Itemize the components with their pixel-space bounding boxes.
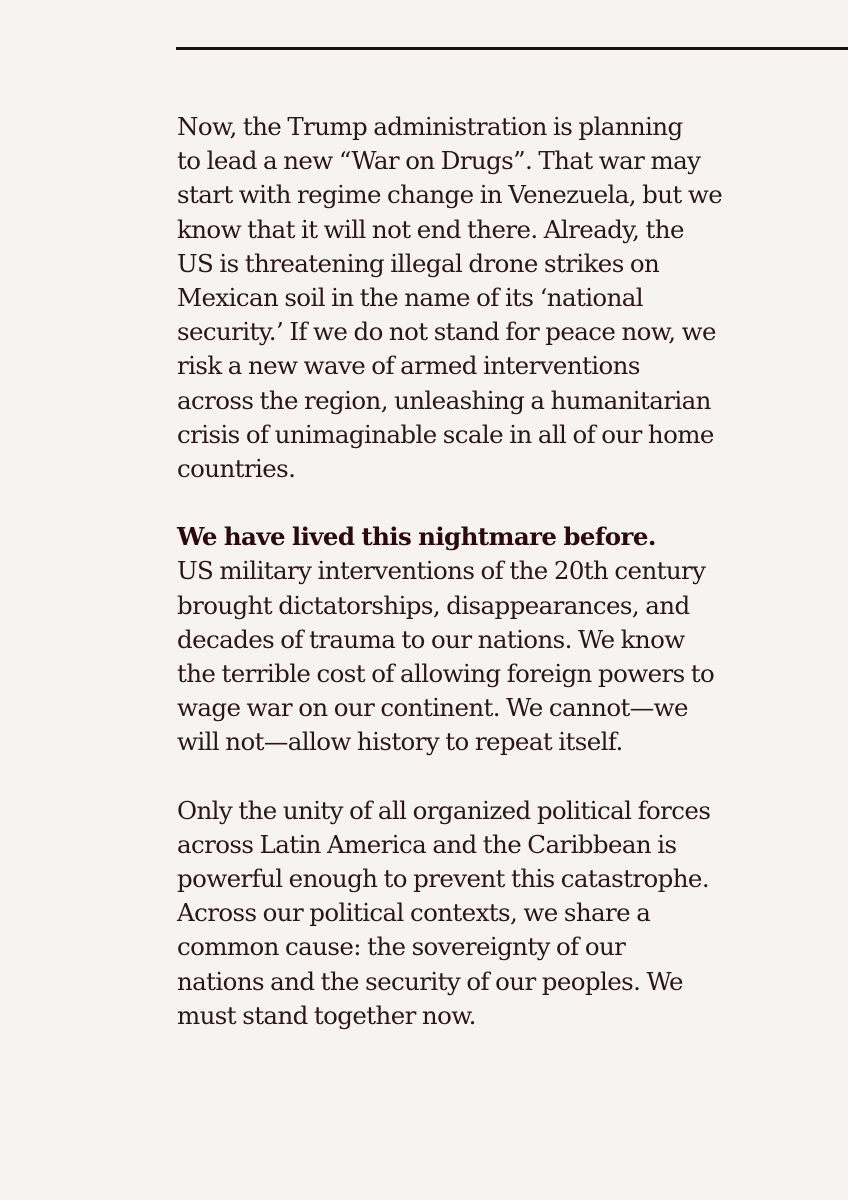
text-line: crisis of unimaginable scale in all of our home <box>177 419 714 449</box>
text-line: nations and the security of our peoples. We <box>177 966 683 996</box>
text-line: countries. <box>177 454 296 484</box>
text-line: US military interventions of the 20th century <box>177 556 706 586</box>
text-line: security.’ If we do not stand for peace now, we <box>177 317 716 347</box>
text-line: must stand together now. <box>177 1000 476 1030</box>
paragraph-war-on-drugs <box>177 110 737 486</box>
paragraph-heading: We have lived this nightmare before. <box>177 522 656 552</box>
paragraph-lived-nightmare <box>177 520 737 759</box>
text-line: the terrible cost of allowing foreign powers to <box>177 659 715 689</box>
paragraph-unity <box>177 794 737 1033</box>
text-line: brought dictatorships, disappearances, and <box>177 590 690 620</box>
text-line: decades of trauma to our nations. We know <box>177 624 685 654</box>
top-divider-rule <box>176 47 848 50</box>
text-line: will not—allow history to repeat itself. <box>177 727 623 757</box>
text-line: US is threatening illegal drone strikes on <box>177 248 660 278</box>
body-text-column <box>177 110 737 1033</box>
text-line: risk a new wave of armed interventions <box>177 351 640 381</box>
text-line: know that it will not end there. Already, the <box>177 214 684 244</box>
text-line: Across our political contexts, we share a <box>177 898 651 928</box>
text-line: across the region, unleashing a humanitarian <box>177 385 711 415</box>
text-line: start with regime change in Venezuela, but we <box>177 180 723 210</box>
paragraph-spacer <box>177 760 737 794</box>
text-line: Mexican soil in the name of its ‘national <box>177 283 644 313</box>
text-line: to lead a new “War on Drugs”. That war may <box>177 146 701 176</box>
text-line: Now, the Trump administration is planning <box>177 112 683 141</box>
text-line: common cause: the sovereignty of our <box>177 932 626 962</box>
text-line: across Latin America and the Caribbean is <box>177 829 677 859</box>
text-line: powerful enough to prevent this catastrophe. <box>177 864 710 894</box>
text-line: wage war on our continent. We cannot—we <box>177 693 688 723</box>
paragraph-spacer <box>177 486 737 520</box>
text-line: Only the unity of all organized political forces <box>177 795 711 825</box>
